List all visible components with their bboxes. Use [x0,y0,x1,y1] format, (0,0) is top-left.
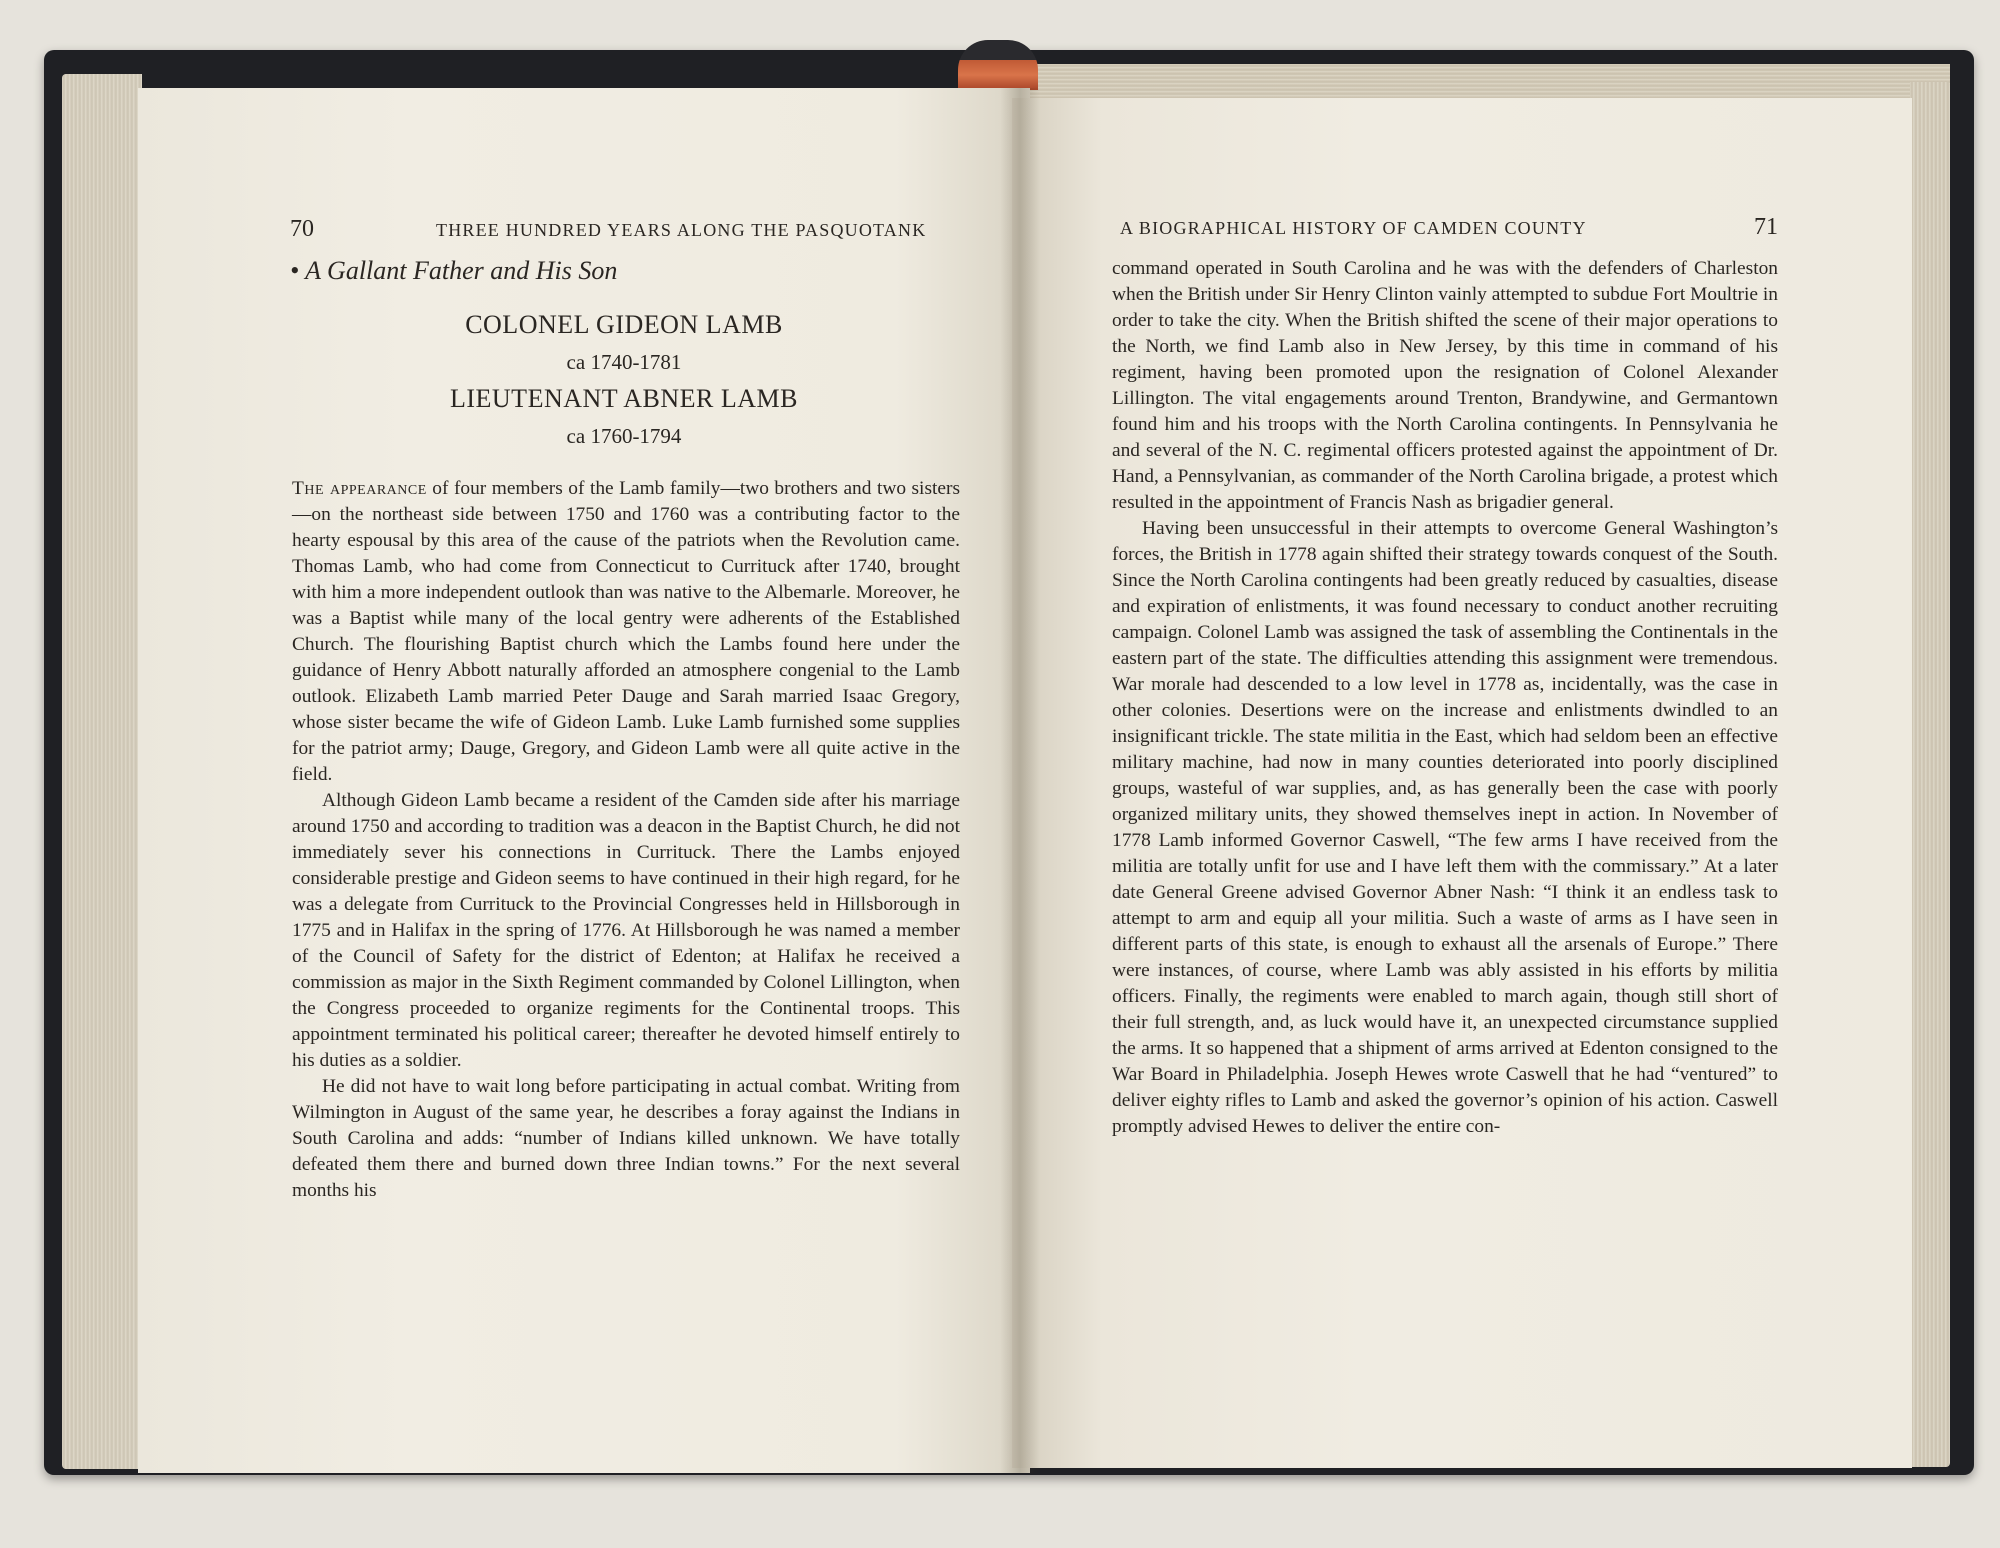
gutter-shadow [1000,88,1040,1473]
spine-headband [958,40,1038,90]
right-paragraph-2: Having been unsuccessful in their attempts to overcome General Washington’s forces, the British in 1778 again shifted their strategy towards conquest of the South. Since the North Carolina contingents had been greatly reduced by casualties, disease and expiration of enlistments, it was found necessary to conduct another recruiting campaign. Colonel Lamb was assigned the task of assembling the Continentals in the eastern part of the state. The difficulties attending this assignment were tremendous. War morale had descended to a low level in 1778 as, incidentally, was the case in other colonies. Desertions were on the increase and enlistments dwindled to an insignificant trickle. The state militia in the East, which had seldom been an effective military machine, had now in many counties deteriorated into poorly disciplined groups, wasteful of war supplies, and, as has generally been the case with poorly organized military units, they showed themselves inept in action. In November of 1778 Lamb informed Governor Caswell, “The few arms I have received from the militia are totally unfit for use and I have left them with the commissary.” At a later date General Greene advised Governor Abner Nash: “I think it an endless task to attempt to arm and equip all your militia. Such a waste of arms as I have seen in different parts of this state, is enough to exhaust all the arsenals of Europe.” There were instances, of course, where Lamb was ably assisted in his efforts by militia officers. Finally, the regiments were enabled to march again, though still short of their full strength, and, as luck would have it, an unexpected circumstance supplied the arms. It so happened that a shipment of arms arrived at Edenton consigned to the War Board in Philadelphia. Joseph Hewes wrote Caswell that he had “ventured” to deliver eighty rifles to Lamb and asked the governor’s opinion of his action. Caswell promptly advised Hewes to deliver the entire con- [1112,518,1778,1137]
section-bullet: • [290,256,300,285]
left-paragraph-2: Although Gideon Lamb became a resident of the Camden side after his marriage around 1750 and according to tradition was a deacon in the Baptist Church, he did not immediately sever his connections in Currituck. There the Lambs enjoyed considerable prestige and Gideon seems to have continued in their high regard, for he was a delegate from Currituck to the Provincial Congresses held in Hillsborough in 1775 and in Halifax in the spring of 1776. At Hillsborough he was named a member of the Council of Safety for the district of Edenton; at Halifax he received a commission as major in the Sixth Regiment commanded by Colonel Lillington, when the Congress proceeded to organize regiments for the Continental troops. This appointment terminated his political career; thereafter he devoted himself entirely to his duties as a soldier. [292,790,960,1071]
person2-dates: ca 1760-1794 [566,424,682,448]
lead-in-smallcaps: The appearance [292,478,427,499]
right-paragraph-1: command operated in South Carolina and he was with the defenders of Charleston when the British under Sir Henry Clinton vainly attempted to subdue Fort Moultrie in order to take the city. When the British shifted the scene of their major operations to the North, we find Lamb also in New Jersey, by this time in command of his regiment, having been promoted upon the resignation of Colonel Alexander Lillington. The vital engagements around Trenton, Brandywine, and Germantown found him and his troops with the North Carolina contingents. In Pennsylvania he and several of the N. C. regimental officers protested against the appointment of Dr. Hand, a Pennsylvanian, as commander of the North Carolina brigade, a protest which resulted in the appointment of Francis Nash as brigadier general. [1112,258,1778,513]
person1-name: COLONEL GIDEON LAMB [465,310,783,339]
right-body-text [1112,256,1778,1140]
person2-name: LIEUTENANT ABNER LAMB [449,384,798,413]
left-page-number: 70 [290,216,314,242]
page-edges-right [1910,82,1950,1467]
left-paragraph-1-text: of four members of the Lamb family—two brothers and two sisters—on the northeast side between 1750 and 1760 was a contributing factor to the hearty espousal by this area of the cause of the patriots when the Revolution came. Thomas Lamb, who had come from Connecticut to Currituck after 1740, brought with him a more independent outlook than was native to the Albemarle. Moreover, he was a Baptist while many of the local gentry were adherents of the Established Church. The flourishing Baptist church which the Lambs found here under the guidance of Henry Abbott naturally afforded an atmosphere congenial to the Lamb outlook. Elizabeth Lamb married Peter Dauge and Sarah married Isaac Gregory, whose sister became the wife of Gideon Lamb. Luke Lamb furnished some supplies for the patriot army; Dauge, Gregory, and Gideon Lamb were all quite active in the field. [292,478,960,785]
right-page-number: 71 [1754,214,1778,240]
left-paragraph-3: He did not have to wait long before participating in actual combat. Writing from Wilmington in August of the same year, he describes a foray against the Indians in South Carolina and adds: “number of Indians killed unknown. We have totally defeated them there and burned down three Indian towns.” For the next several months his [292,1076,960,1201]
section-title [290,256,617,286]
left-body-text [292,476,960,1204]
right-running-head: A BIOGRAPHICAL HISTORY OF CAMDEN COUNTY [1120,218,1587,238]
section-title-text: A Gallant Father and His Son [305,256,618,285]
person1-dates: ca 1740-1781 [566,350,682,374]
left-running-head: THREE HUNDRED YEARS ALONG THE PASQUOTANK [436,220,927,240]
left-paragraph-1 [292,476,960,788]
page-edges-left [62,74,142,1469]
